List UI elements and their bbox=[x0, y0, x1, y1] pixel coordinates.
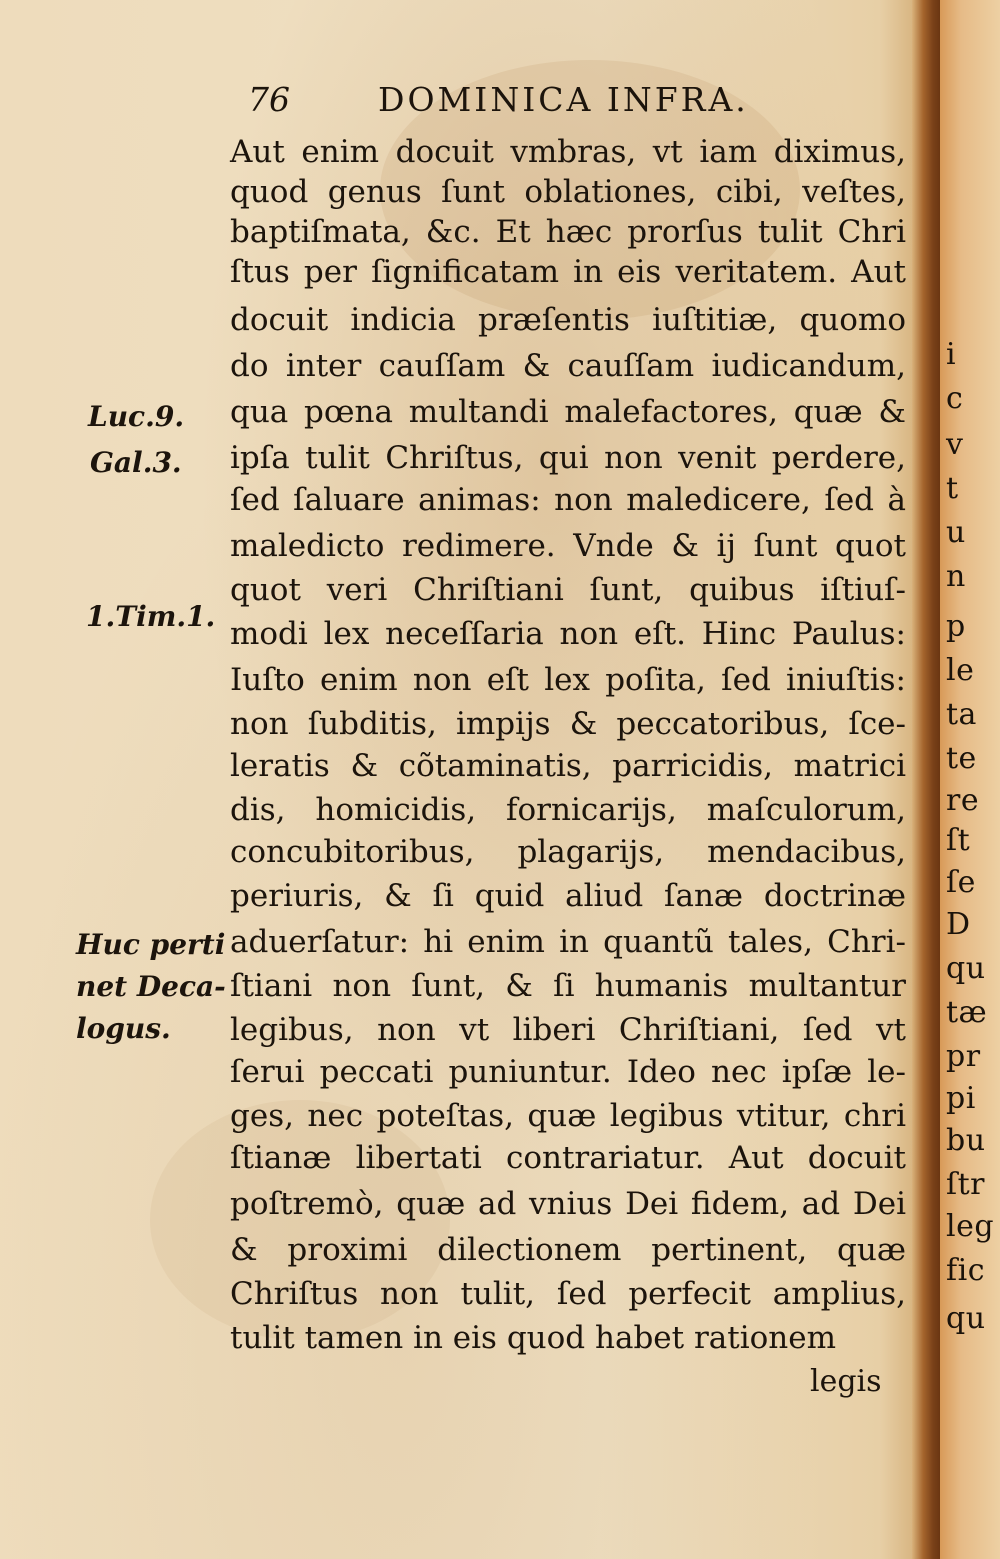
text-line: concubitoribus, plagarijs, mendacibus, bbox=[230, 834, 906, 870]
text-line: tulit tamen in eis quod habet rationem bbox=[230, 1320, 836, 1356]
text-line: ſtiani non ſunt, & ſi humanis multantur bbox=[230, 968, 906, 1004]
margin-note-decalogus: net Deca- bbox=[76, 970, 226, 1003]
facing-page-fragment: ta bbox=[946, 697, 977, 732]
facing-page-fragment: te bbox=[946, 741, 977, 776]
text-line: periuris, & ſi quid aliud ſanæ doctrinæ bbox=[230, 878, 906, 914]
facing-page-fragment: i bbox=[946, 337, 957, 372]
facing-page-fragment: t bbox=[946, 471, 959, 506]
text-line: modi lex neceſſaria non eſt. Hinc Paulus: bbox=[230, 616, 906, 652]
margin-note-tim: 1.Tim.1. bbox=[86, 600, 216, 633]
text-line: Aut enim docuit vmbras, vt iam diximus, bbox=[230, 134, 906, 170]
text-line: ges, nec poteſtas, quæ legibus vtitur, chri bbox=[230, 1098, 906, 1134]
text-line: qua pœna multandi malefactores, quæ & bbox=[230, 394, 906, 430]
page-header bbox=[248, 80, 888, 122]
text-line: poſtremò, quæ ad vnius Dei fidem, ad Dei bbox=[230, 1186, 906, 1222]
facing-page-fragment: c bbox=[946, 381, 964, 416]
facing-page-fragment: v bbox=[946, 427, 964, 462]
text-line: maledicto redimere. Vnde & ij ſunt quot bbox=[230, 528, 906, 564]
text-line: quot veri Chriſtiani ſunt, quibus iſtiuſ- bbox=[230, 572, 906, 608]
text-line: ſed ſaluare animas: non maledicere, ſed à bbox=[230, 482, 906, 518]
facing-page-fragment: ſe bbox=[946, 865, 976, 900]
facing-page-fragment: pi bbox=[946, 1081, 976, 1116]
text-line: ipſa tulit Chriſtus, qui non venit perdere, bbox=[230, 440, 906, 476]
facing-page-fragment: le bbox=[946, 653, 975, 688]
text-line: do inter cauſſam & cauſſam iudicandum, bbox=[230, 348, 906, 384]
page-number: 76 bbox=[248, 80, 290, 119]
facing-page-fragment: n bbox=[946, 559, 966, 594]
text-line: docuit indicia præſentis iuſtitiæ, quomo bbox=[230, 302, 906, 338]
text-line: Iuſto enim non eſt lex poſita, ſed iniuſtis: bbox=[230, 662, 906, 698]
text-line: aduerſatur: hi enim in quantũ tales, Chri- bbox=[230, 924, 906, 960]
text-line: leratis & cõtaminatis, parricidis, matrici bbox=[230, 748, 906, 784]
facing-page-fragment: qu bbox=[946, 951, 986, 986]
facing-page-fragment: tæ bbox=[946, 995, 988, 1030]
facing-page-fragment: p bbox=[946, 609, 966, 644]
text-line: dis, homicidis, fornicarijs, maſculorum, bbox=[230, 792, 906, 828]
text-line: Chriſtus non tulit, ſed perfecit amplius, bbox=[230, 1276, 906, 1312]
text-line: legibus, non vt liberi Chriſtiani, ſed vt bbox=[230, 1012, 906, 1048]
margin-note-decalogus: Huc perti bbox=[76, 928, 226, 961]
facing-page-fragment: fic bbox=[946, 1253, 985, 1288]
margin-note-luc: Luc.9. bbox=[88, 400, 185, 433]
margin-note-gal: Gal.3. bbox=[90, 446, 182, 479]
text-line: & proximi dilectionem pertinent, quæ bbox=[230, 1232, 906, 1268]
facing-page-fragment: ſt bbox=[946, 823, 971, 858]
catchword: legis bbox=[810, 1364, 882, 1399]
facing-page-fragment: re bbox=[946, 783, 980, 818]
text-line: non ſubditis, impijs & peccatoribus, ſce- bbox=[230, 706, 906, 742]
text-line: ſerui peccati puniuntur. Ideo nec ipſæ le- bbox=[230, 1054, 906, 1090]
facing-page-fragment: qu bbox=[946, 1301, 986, 1336]
book-gutter bbox=[912, 0, 940, 1559]
facing-page-fragment: leg bbox=[946, 1209, 995, 1244]
text-line: ſtianæ libertati contrariatur. Aut docuit bbox=[230, 1140, 906, 1176]
facing-page-fragment: bu bbox=[946, 1123, 986, 1158]
facing-page-fragment: u bbox=[946, 515, 966, 550]
running-title: DOMINICA INFRA. bbox=[378, 80, 749, 119]
text-line: ſtus per ſignificatam in eis veritatem. Aut bbox=[230, 254, 906, 290]
facing-page-fragment: ſtr bbox=[946, 1167, 985, 1202]
facing-page-edge bbox=[940, 0, 1000, 1559]
text-line: baptiſmata, &c. Et hæc prorſus tulit Chri bbox=[230, 214, 906, 250]
text-line: quod genus ſunt oblationes, cibi, veſtes, bbox=[230, 174, 906, 210]
facing-page-fragment: pr bbox=[946, 1039, 981, 1074]
facing-page-fragment: D bbox=[946, 907, 971, 942]
margin-note-decalogus: logus. bbox=[76, 1012, 171, 1045]
